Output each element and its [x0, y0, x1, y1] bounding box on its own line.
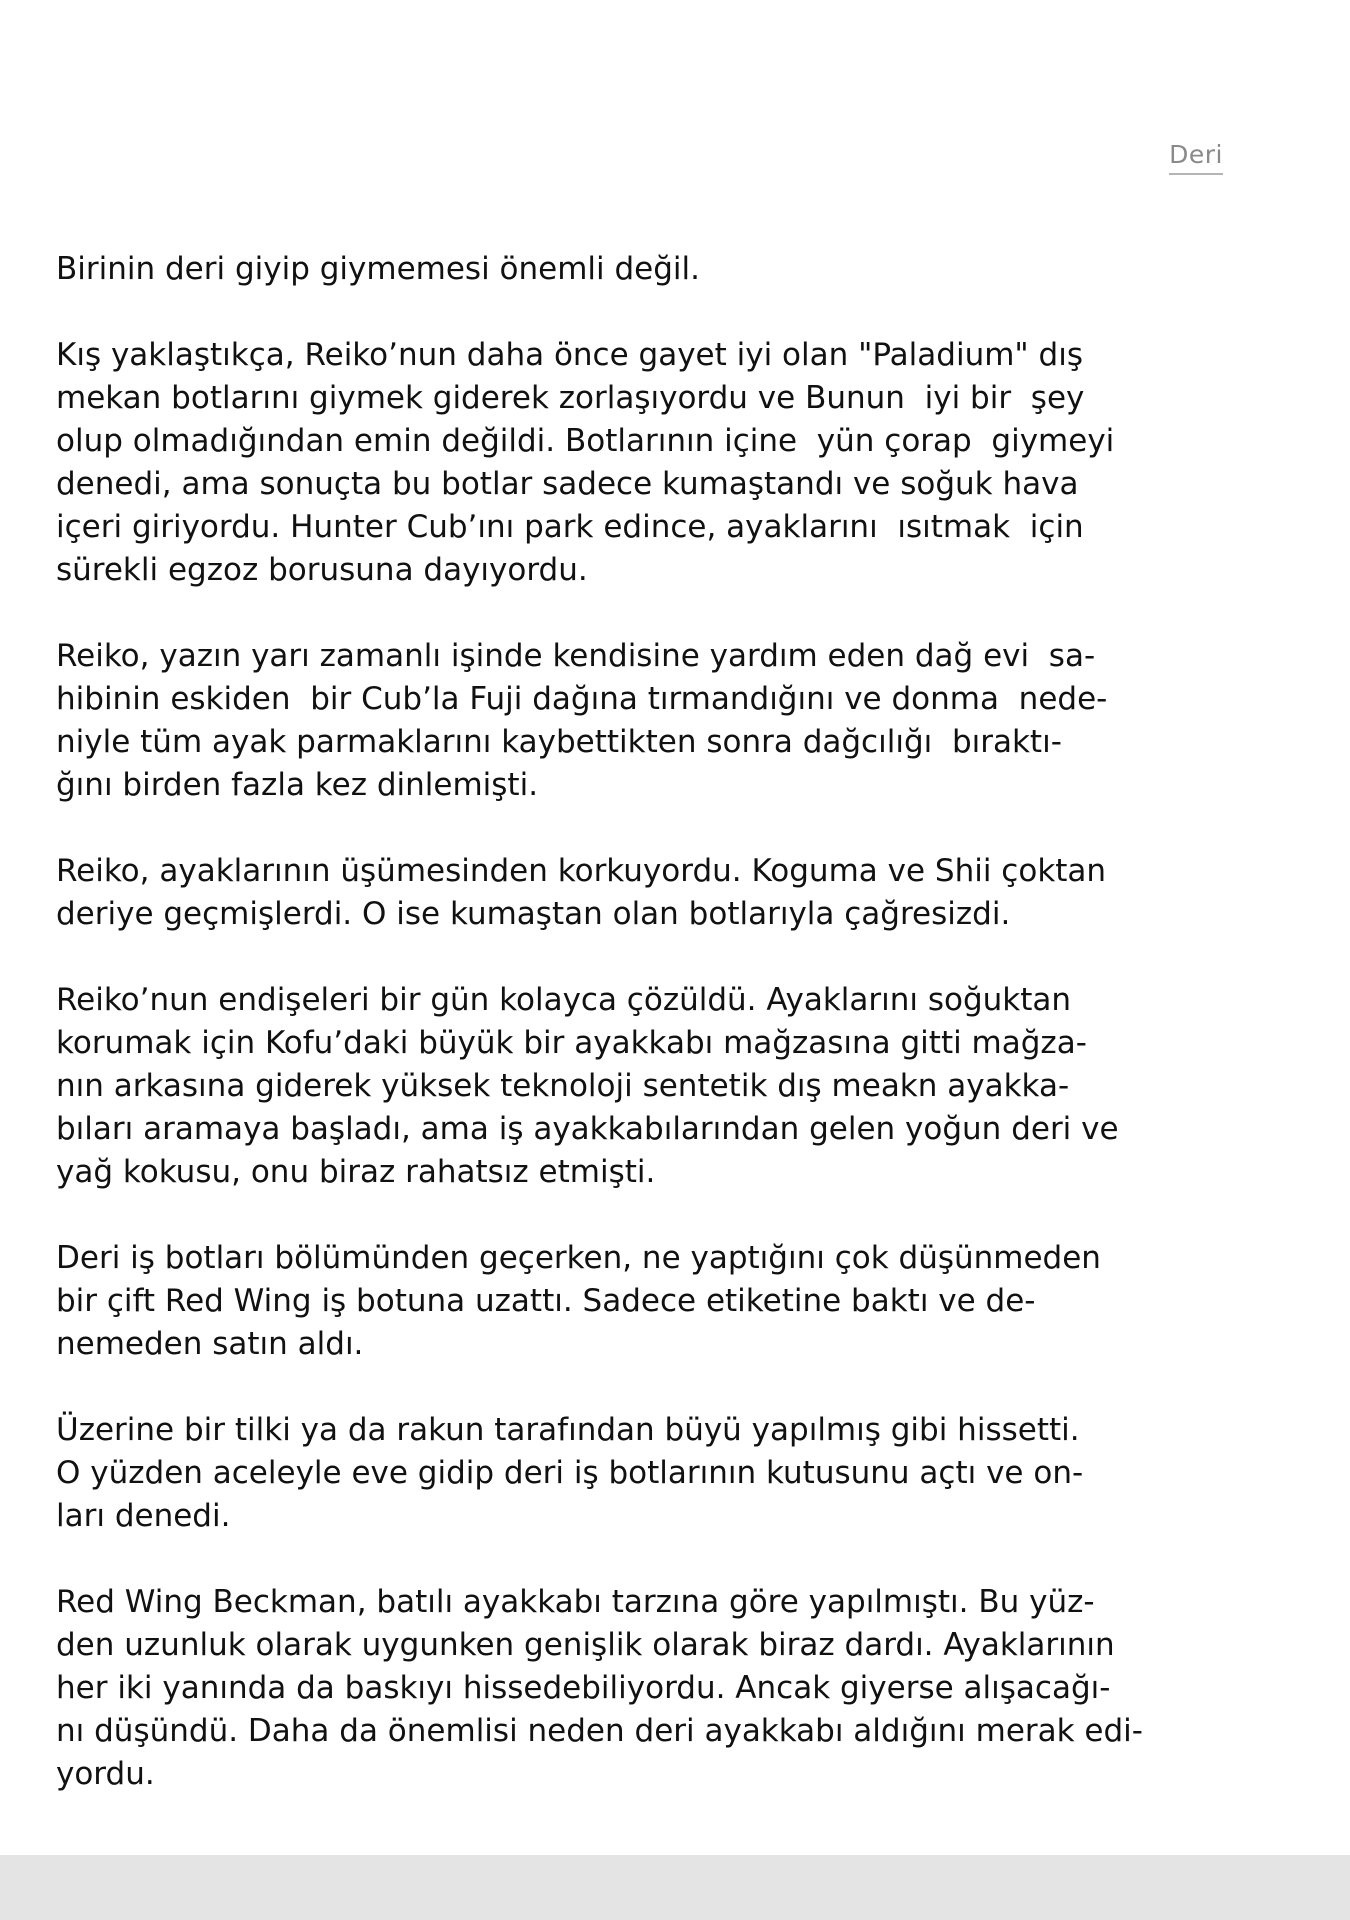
- bottom-bar: [0, 1855, 1350, 1920]
- text-line: nın arkasına giderek yüksek teknoloji sentetik dış meakn ayakka-: [56, 1068, 1070, 1104]
- paragraph: [56, 1581, 1296, 1796]
- text-line: nemeden satın aldı.: [56, 1326, 364, 1362]
- text-line: deriye geçmişlerdi. O ise kumaştan olan botlarıyla çağresizdi.: [56, 896, 1011, 932]
- text-line: korumak için Kofu’daki büyük bir ayakkabı mağzasına gitti mağza-: [56, 1025, 1087, 1061]
- text-line: yağ kokusu, onu biraz rahatsız etmişti.: [56, 1154, 656, 1190]
- text-line: sürekli egzoz borusuna dayıyordu.: [56, 552, 588, 588]
- paragraph: [56, 1237, 1296, 1366]
- text-line: olup olmadığından emin değildi. Botlarının içine yün çorap giymeyi: [56, 423, 1115, 459]
- text-line: Deri iş botları bölümünden geçerken, ne yaptığını çok düşünmeden: [56, 1240, 1101, 1276]
- body-text: [56, 248, 1296, 1839]
- text-line: niyle tüm ayak parmaklarını kaybettikten sonra dağcılığı bıraktı-: [56, 724, 1062, 760]
- text-line: Birinin deri giyip giymemesi önemli değil.: [56, 251, 701, 287]
- text-line: bıları aramaya başladı, ama iş ayakkabılarından gelen yoğun deri ve: [56, 1111, 1119, 1147]
- text-line: O yüzden aceleyle eve gidip deri iş botlarının kutusunu açtı ve on-: [56, 1455, 1084, 1491]
- text-line: Reiko, yazın yarı zamanlı işinde kendisine yardım eden dağ evi sa-: [56, 638, 1096, 674]
- text-line: her iki yanında da baskıyı hissedebiliyordu. Ancak giyerse alışacağı-: [56, 1670, 1111, 1706]
- text-line: mekan botlarını giymek giderek zorlaşıyordu ve Bunun iyi bir şey: [56, 380, 1085, 416]
- text-line: den uzunluk olarak uygunken genişlik olarak biraz dardı. Ayaklarının: [56, 1627, 1115, 1663]
- paragraph: [56, 334, 1296, 592]
- text-line: yordu.: [56, 1756, 155, 1792]
- paragraph: [56, 979, 1296, 1194]
- text-line: Reiko, ayaklarının üşümesinden korkuyordu. Koguma ve Shii çoktan: [56, 853, 1107, 889]
- text-line: Kış yaklaştıkça, Reiko’nun daha önce gayet iyi olan "Paladium" dış: [56, 337, 1083, 373]
- text-line: Red Wing Beckman, batılı ayakkabı tarzına göre yapılmıştı. Bu yüz-: [56, 1584, 1095, 1620]
- text-line: hibinin eskiden bir Cub’la Fuji dağına tırmandığını ve donma nede-: [56, 681, 1108, 717]
- paragraph: [56, 1409, 1296, 1538]
- text-line: içeri giriyordu. Hunter Cub’ını park edince, ayaklarını ısıtmak için: [56, 509, 1084, 545]
- text-line: denedi, ama sonuçta bu botlar sadece kumaştandı ve soğuk hava: [56, 466, 1079, 502]
- text-line: ğını birden fazla kez dinlemişti.: [56, 767, 539, 803]
- text-line: Üzerine bir tilki ya da rakun tarafından büyü yapılmış gibi hissetti.: [56, 1412, 1080, 1448]
- paragraph: [56, 850, 1296, 936]
- text-line: Reiko’nun endişeleri bir gün kolayca çözüldü. Ayaklarını soğuktan: [56, 982, 1072, 1018]
- chapter-label: Deri: [1169, 140, 1223, 175]
- text-line: bir çift Red Wing iş botuna uzattı. Sadece etiketine baktı ve de-: [56, 1283, 1036, 1319]
- paragraph: [56, 635, 1296, 807]
- text-line: ları denedi.: [56, 1498, 231, 1534]
- paragraph: [56, 248, 1296, 291]
- text-line: nı düşündü. Daha da önemlisi neden deri ayakkabı aldığını merak edi-: [56, 1713, 1143, 1749]
